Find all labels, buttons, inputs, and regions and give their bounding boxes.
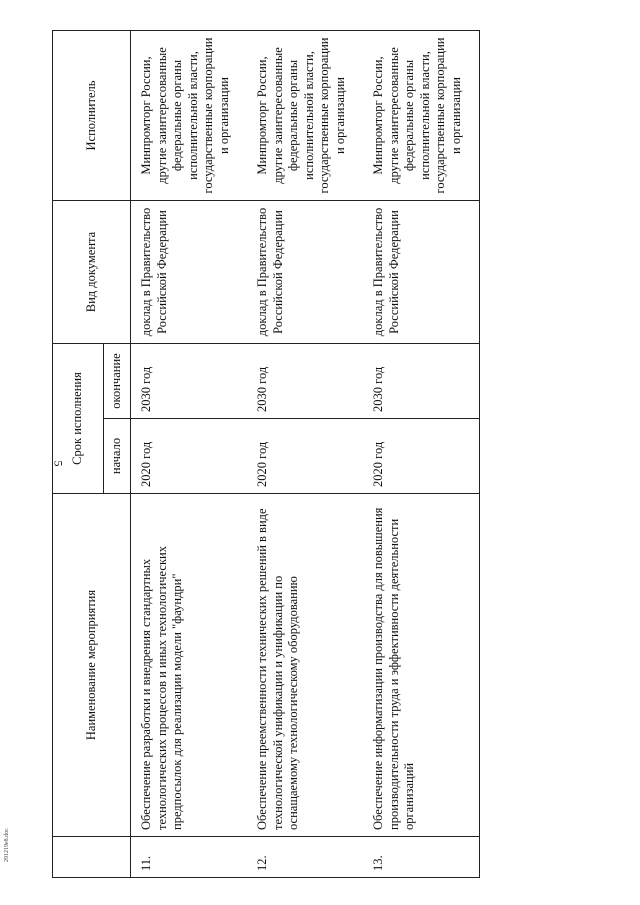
table-header	[53, 31, 131, 878]
row-doc-type: доклад в Правительство Российской Федерации	[247, 201, 363, 344]
row-end: 2030 год	[363, 344, 480, 419]
header-term: Срок исполнения	[53, 344, 104, 494]
header-measure-name: Наименование мероприятия	[53, 494, 131, 837]
footer-file-code: 291219e8.doc	[4, 828, 10, 862]
measures-table	[52, 30, 480, 878]
header-executor: Исполнитель	[53, 31, 131, 201]
header-end: окончание	[104, 344, 131, 419]
header-number	[53, 837, 131, 878]
page-number: 5	[51, 460, 66, 467]
header-doc-type: Вид документа	[53, 201, 131, 344]
row-end: 2030 год	[131, 344, 248, 419]
row-number: 13.	[363, 837, 480, 878]
row-doc-type: доклад в Правительство Российской Федерации	[363, 201, 480, 344]
row-doc-type: доклад в Правительство Российской Федерации	[131, 201, 248, 344]
row-executor: Минпромторг России, другие заинтересованные федеральные органы исполнительной власти, государственные корпорации и организации	[363, 31, 480, 201]
table-row	[363, 31, 480, 878]
row-measure-name: Обеспечение информатизации производства для повышения производительности труда и эффективности деятельности организаций	[363, 494, 480, 837]
row-executor: Минпромторг России, другие заинтересованные федеральные органы исполнительной власти, государственные корпорации и организации	[247, 31, 363, 201]
row-executor: Минпромторг России, другие заинтересованные федеральные органы исполнительной власти, государственные корпорации и организации	[131, 31, 248, 201]
rotated-table-container	[52, 30, 616, 878]
header-start: начало	[104, 419, 131, 494]
table-row	[247, 31, 363, 878]
row-start: 2020 год	[363, 419, 480, 494]
row-start: 2020 год	[247, 419, 363, 494]
row-measure-name: Обеспечение разработки и внедрения стандартных технологических процессов и иных технологических предпосылок для реализации модели "фаундри"	[131, 494, 248, 837]
row-number: 11.	[131, 837, 248, 878]
row-end: 2030 год	[247, 344, 363, 419]
table-row	[131, 31, 248, 878]
row-start: 2020 год	[131, 419, 248, 494]
header-row-1	[53, 31, 104, 878]
table-body	[131, 31, 480, 878]
row-number: 12.	[247, 837, 363, 878]
row-measure-name: Обеспечение преемственности технических решений в виде технологической унификации и унификации по оснащаемому технологическому оборудованию	[247, 494, 363, 837]
